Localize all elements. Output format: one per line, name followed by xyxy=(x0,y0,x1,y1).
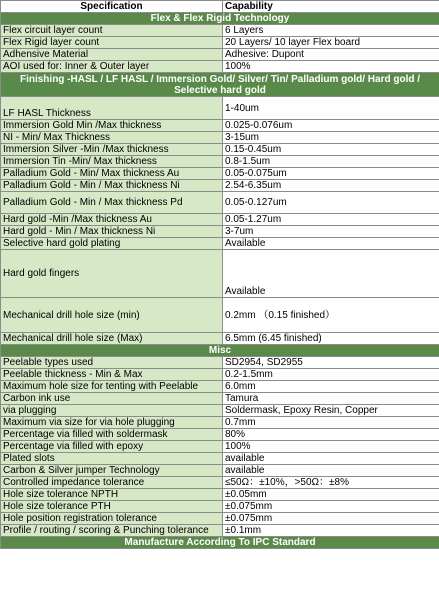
spec-cell: Hard gold -Min /Max thickness Au xyxy=(1,214,223,226)
table-row xyxy=(1,156,439,168)
spec-cell: Carbon ink use xyxy=(1,393,223,405)
table-row xyxy=(1,298,439,333)
capability-cell: 0.7mm xyxy=(223,417,439,429)
table-row xyxy=(1,250,439,298)
table-row xyxy=(1,405,439,417)
table-row xyxy=(1,97,439,120)
spec-cell: Immersion Silver -Min /Max thickness xyxy=(1,144,223,156)
capability-cell: 0.2-1.5mm xyxy=(223,369,439,381)
table-row xyxy=(1,357,439,369)
spec-cell: Flex circuit layer count xyxy=(1,25,223,37)
table-row xyxy=(1,192,439,214)
capability-cell: 0.025-0.076um xyxy=(223,120,439,132)
section-header-finishing xyxy=(1,73,439,97)
table-row xyxy=(1,214,439,226)
spec-cell: Palladium Gold - Min/ Max thickness Au xyxy=(1,168,223,180)
table-row xyxy=(1,393,439,405)
spec-cell: Flex Rigid layer count xyxy=(1,37,223,49)
spec-cell: Palladium Gold - Min / Max thickness Pd xyxy=(1,192,223,214)
capability-cell: 6.5mm (6.45 finished) xyxy=(223,333,439,345)
spec-cell: Percentage via filled with epoxy xyxy=(1,441,223,453)
header-capability: Capability xyxy=(223,1,439,13)
header-specification: Specification xyxy=(1,1,223,13)
table-row xyxy=(1,477,439,489)
capability-cell: Available xyxy=(223,238,439,250)
table-row xyxy=(1,132,439,144)
spec-cell: Maximum via size for via hole plugging xyxy=(1,417,223,429)
spec-cell: Plated slots xyxy=(1,453,223,465)
capability-cell: 0.15-0.45um xyxy=(223,144,439,156)
table-row xyxy=(1,525,439,537)
capability-cell: available xyxy=(223,453,439,465)
capability-cell: Soldermask, Epoxy Resin, Copper xyxy=(223,405,439,417)
capability-cell: ±0.1mm xyxy=(223,525,439,537)
section-header-misc xyxy=(1,345,439,357)
capability-cell: Available xyxy=(223,250,439,298)
capability-cell: 0.05-0.075um xyxy=(223,168,439,180)
capability-cell: 1-40um xyxy=(223,97,439,120)
section-header-ipc xyxy=(1,537,439,549)
table-row xyxy=(1,417,439,429)
table-row xyxy=(1,369,439,381)
spec-cell: Mechanical drill hole size (min) xyxy=(1,298,223,333)
capability-cell: ±0.05mm xyxy=(223,489,439,501)
capability-cell: 0.05-0.127um xyxy=(223,192,439,214)
table-row xyxy=(1,333,439,345)
table-row xyxy=(1,144,439,156)
spec-cell: Palladium Gold - Min / Max thickness Ni xyxy=(1,180,223,192)
spec-cell: Immersion Gold Min /Max thickness xyxy=(1,120,223,132)
header-row xyxy=(1,1,439,13)
table-row xyxy=(1,501,439,513)
spec-cell: Controlled impedance tolerance xyxy=(1,477,223,489)
table-row xyxy=(1,61,439,73)
spec-cell: Carbon & Silver jumper Technology xyxy=(1,465,223,477)
table-row xyxy=(1,49,439,61)
spec-cell: Maximum hole size for tenting with Peelable xyxy=(1,381,223,393)
section-title: Misc xyxy=(1,345,439,357)
spec-cell: Peelable thickness - Min & Max xyxy=(1,369,223,381)
table-row xyxy=(1,120,439,132)
table-row xyxy=(1,441,439,453)
spec-cell: Hole size tolerance NPTH xyxy=(1,489,223,501)
spec-cell: NI - Min/ Max Thickness xyxy=(1,132,223,144)
table-row xyxy=(1,489,439,501)
section-title: Manufacture According To IPC Standard xyxy=(1,537,439,549)
capability-cell: 100% xyxy=(223,61,439,73)
capability-cell: 2.54-6.35um xyxy=(223,180,439,192)
capability-cell: 6 Layers xyxy=(223,25,439,37)
capability-cell: Adhesive: Dupont xyxy=(223,49,439,61)
table-row xyxy=(1,238,439,250)
spec-cell: Profile / routing / scoring & Punching tolerance xyxy=(1,525,223,537)
spec-cell: Hard gold - Min / Max thickness Ni xyxy=(1,226,223,238)
spec-cell: Hard gold fingers xyxy=(1,250,223,298)
capability-cell: 6.0mm xyxy=(223,381,439,393)
capability-cell: SD2954, SD2955 xyxy=(223,357,439,369)
capability-cell: ≤50Ω：±10%，>50Ω：±8% xyxy=(223,477,439,489)
table-row xyxy=(1,168,439,180)
section-header-flex xyxy=(1,13,439,25)
capability-cell: Tamura xyxy=(223,393,439,405)
capability-cell: 100% xyxy=(223,441,439,453)
table-row xyxy=(1,25,439,37)
spec-cell: Selective hard gold plating xyxy=(1,238,223,250)
spec-cell: Adhensive Material xyxy=(1,49,223,61)
spec-cell: Hole position registration tolerance xyxy=(1,513,223,525)
capability-cell: ±0.075mm xyxy=(223,501,439,513)
capability-cell: 80% xyxy=(223,429,439,441)
spec-cell: Peelable types used xyxy=(1,357,223,369)
table-row xyxy=(1,513,439,525)
table-row xyxy=(1,226,439,238)
table-row xyxy=(1,37,439,49)
capability-cell: 0.2mm （0.15 finished） xyxy=(223,298,439,333)
spec-cell: Hole size tolerance PTH xyxy=(1,501,223,513)
spec-cell: Immersion Tin -Min/ Max thickness xyxy=(1,156,223,168)
spec-cell: Percentage via filled with soldermask xyxy=(1,429,223,441)
capability-cell: ±0.075mm xyxy=(223,513,439,525)
table-row xyxy=(1,180,439,192)
capability-cell: 3-7um xyxy=(223,226,439,238)
capability-cell: available xyxy=(223,465,439,477)
capability-cell: 0.05-1.27um xyxy=(223,214,439,226)
table-row xyxy=(1,453,439,465)
spec-cell: LF HASL Thickness xyxy=(1,97,223,120)
spec-cell: via plugging xyxy=(1,405,223,417)
spec-cell: AOI used for: Inner & Outer layer xyxy=(1,61,223,73)
section-title: Finishing -HASL / LF HASL / Immersion Gold/ Silver/ Tin/ Palladium gold/ Hard gold / Selective hard gold xyxy=(1,73,439,97)
capability-cell: 3-15um xyxy=(223,132,439,144)
table-row xyxy=(1,381,439,393)
spec-cell: Mechanical drill hole size (Max) xyxy=(1,333,223,345)
capability-cell: 0.8-1.5um xyxy=(223,156,439,168)
table-row xyxy=(1,429,439,441)
section-title: Flex & Flex Rigid Technology xyxy=(1,13,439,25)
table-row xyxy=(1,465,439,477)
capability-cell: 20 Layers/ 10 layer Flex board xyxy=(223,37,439,49)
